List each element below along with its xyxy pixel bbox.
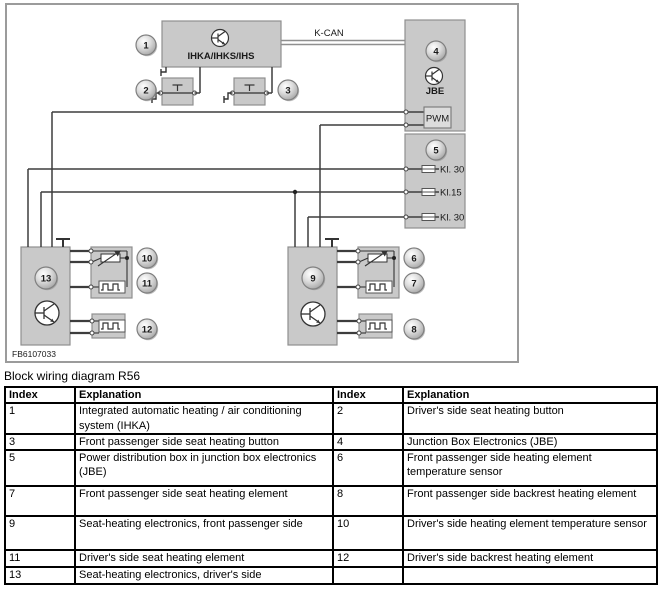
figure-code: FB6107033 xyxy=(12,349,56,359)
badge-6 xyxy=(404,248,425,269)
legend-row xyxy=(5,486,657,516)
legend-row xyxy=(5,567,657,584)
legend-row xyxy=(5,516,657,550)
explanation-cell: Junction Box Electronics (JBE) xyxy=(403,434,657,450)
explanation-cell: Front passenger side seat heating button xyxy=(75,434,333,450)
passenger-backrest-heating-module xyxy=(357,314,392,338)
explanation-cell: Integrated automatic heating / air conditioning system (IHKA) xyxy=(75,403,333,434)
badge-8 xyxy=(404,319,425,340)
diagram-caption: Block wiring diagram R56 xyxy=(4,369,141,383)
terminal-30-label: Kl. 30 xyxy=(440,212,465,224)
index-cell: 3 xyxy=(5,434,75,450)
col-header-explanation: Explanation xyxy=(403,387,657,403)
index-cell: 1 xyxy=(5,403,75,434)
svg-text:6: 6 xyxy=(411,253,417,265)
legend-row xyxy=(5,403,657,434)
badge-5 xyxy=(426,140,447,161)
legend-header-row xyxy=(5,387,657,403)
transistor-icon xyxy=(426,68,443,85)
index-cell xyxy=(333,567,403,584)
seat-heating-button-passenger xyxy=(231,78,269,105)
svg-text:13: 13 xyxy=(40,273,52,285)
kcan-label: K-CAN xyxy=(314,28,344,39)
index-cell: 7 xyxy=(5,486,75,516)
badge-12 xyxy=(137,319,158,340)
jbe-label: JBE xyxy=(425,86,445,97)
seat-heating-button-driver xyxy=(159,78,197,105)
svg-text:4: 4 xyxy=(433,46,439,58)
badge-2 xyxy=(136,80,157,101)
fuse-icon xyxy=(422,166,435,173)
index-cell: 5 xyxy=(5,450,75,486)
index-cell: 6 xyxy=(333,450,403,486)
kcan-bus-line xyxy=(281,41,405,45)
explanation-cell: Driver's side heating element temperature sensor xyxy=(403,516,657,550)
fuse-icon xyxy=(422,189,435,196)
col-header-index: Index xyxy=(5,387,75,403)
transistor-icon xyxy=(35,301,59,325)
svg-text:1: 1 xyxy=(143,40,149,52)
driver-heating-element-sensor-module xyxy=(89,247,132,298)
index-cell: 9 xyxy=(5,516,75,550)
badge-11 xyxy=(137,273,158,294)
index-cell: 10 xyxy=(333,516,403,550)
passenger-heating-element-sensor-module xyxy=(356,247,399,298)
badge-10 xyxy=(137,248,158,269)
svg-text:5: 5 xyxy=(433,145,439,157)
seat-heating-electronics-passenger-box xyxy=(288,247,337,345)
svg-text:10: 10 xyxy=(141,253,153,265)
explanation-cell: Seat-heating electronics, front passenger side xyxy=(75,516,333,550)
svg-text:3: 3 xyxy=(285,85,291,97)
svg-text:2: 2 xyxy=(143,85,149,97)
svg-text:11: 11 xyxy=(141,278,153,290)
index-cell: 11 xyxy=(5,550,75,567)
legend-row xyxy=(5,450,657,486)
explanation-cell: Front passenger side heating element temperature sensor xyxy=(403,450,657,486)
explanation-cell: Front passenger side seat heating element xyxy=(75,486,333,516)
pwm-label: PWM xyxy=(425,113,450,125)
explanation-cell: Front passenger side backrest heating element xyxy=(403,486,657,516)
index-cell: 4 xyxy=(333,434,403,450)
seat-heating-electronics-driver-box xyxy=(21,247,70,345)
fuse-icon xyxy=(422,214,435,221)
badge-1 xyxy=(136,35,157,56)
badge-4 xyxy=(426,41,447,62)
ihka-label: IHKA/IHKS/IHS xyxy=(187,51,255,62)
col-header-explanation: Explanation xyxy=(75,387,333,403)
badge-9 xyxy=(302,267,325,290)
explanation-cell: Driver's side seat heating element xyxy=(75,550,333,567)
index-cell: 13 xyxy=(5,567,75,584)
index-cell: 2 xyxy=(333,403,403,434)
explanation-cell: Seat-heating electronics, driver's side xyxy=(75,567,333,584)
transistor-icon xyxy=(301,302,325,326)
svg-text:9: 9 xyxy=(310,273,316,285)
explanation-cell: Driver's side seat heating button xyxy=(403,403,657,434)
badge-3 xyxy=(278,80,299,101)
index-cell: 12 xyxy=(333,550,403,567)
terminal-30-label: Kl. 30 xyxy=(440,164,465,176)
svg-text:7: 7 xyxy=(411,278,417,290)
index-cell: 8 xyxy=(333,486,403,516)
badge-13 xyxy=(35,267,58,290)
explanation-cell: Driver's side backrest heating element xyxy=(403,550,657,567)
svg-text:8: 8 xyxy=(411,324,417,336)
explanation-cell xyxy=(403,567,657,584)
legend-row xyxy=(5,550,657,567)
legend-row xyxy=(5,434,657,450)
connector-dots xyxy=(293,110,408,219)
explanation-cell: Power distribution box in junction box electronics (JBE) xyxy=(75,450,333,486)
terminal-15-label: Kl.15 xyxy=(440,187,462,199)
badge-7 xyxy=(404,273,425,294)
transistor-icon xyxy=(212,30,229,47)
driver-backrest-heating-module xyxy=(90,314,125,338)
col-header-index: Index xyxy=(333,387,403,403)
svg-text:12: 12 xyxy=(141,324,153,336)
legend-table xyxy=(4,386,658,585)
